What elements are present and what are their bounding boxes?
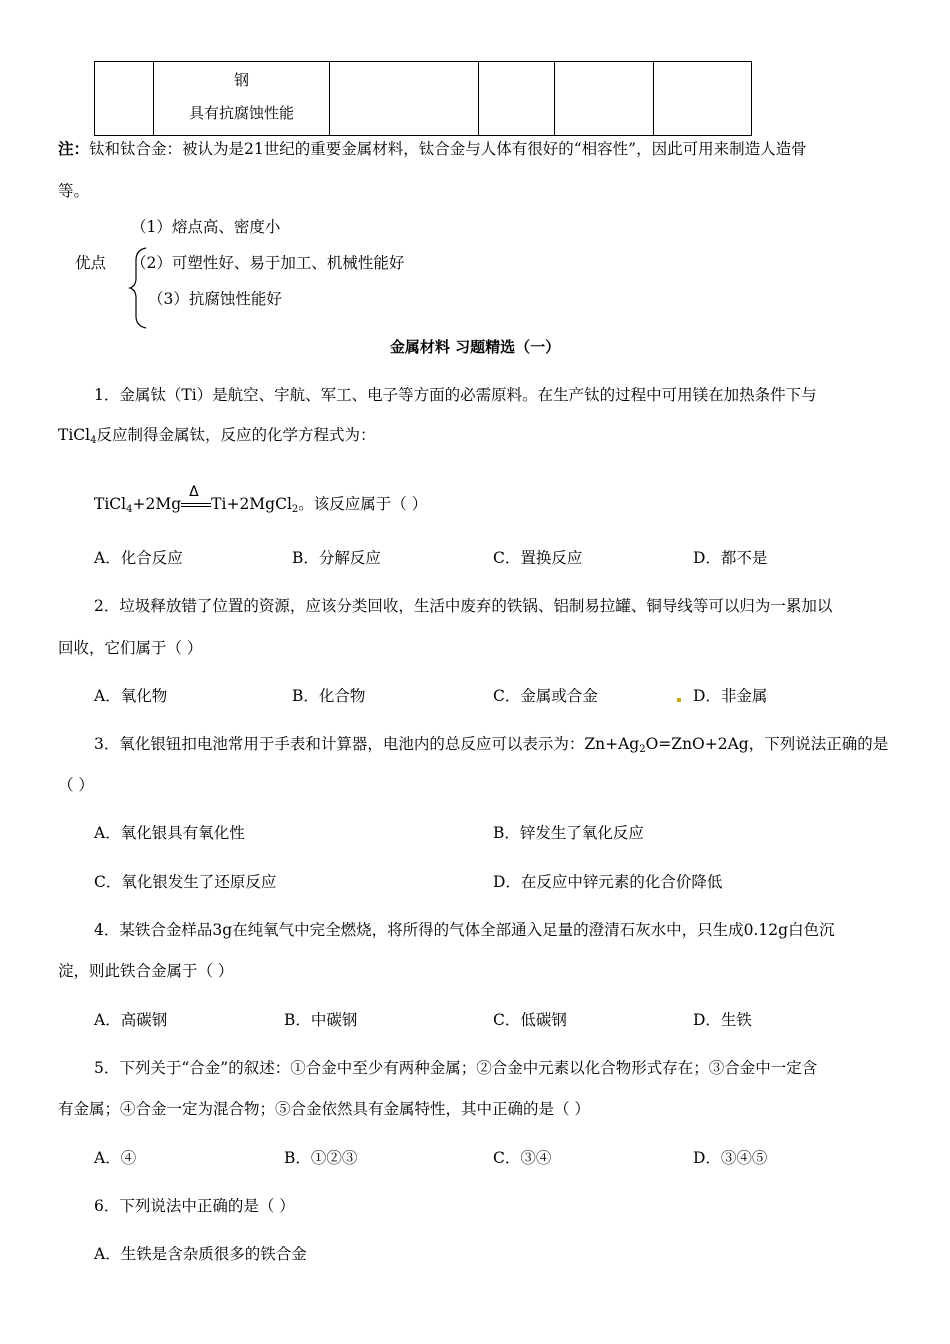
option-d: D．都不是	[693, 549, 768, 567]
properties-table	[94, 61, 752, 136]
option-d: D．③④⑤	[693, 1149, 768, 1167]
question-5-line-2: 有金属；④合金一定为混合物；⑤合金依然具有金属特性，其中正确的是（ ）	[58, 1100, 590, 1118]
question-2-line-2: 回收，它们属于（ ）	[58, 639, 203, 657]
table-cell	[654, 62, 752, 136]
option-a: A．氧化银具有氧化性	[94, 824, 245, 842]
option-c: C．氧化银发生了还原反应	[94, 873, 277, 891]
advantage-item: （3）抗腐蚀性能好	[148, 290, 282, 308]
advantage-item: （1）熔点高、密度小	[131, 218, 281, 236]
option-a: A．化合反应	[94, 549, 183, 567]
option-c: C．③④	[493, 1149, 552, 1167]
question-3-line-1: 3．氧化银钮扣电池常用于手表和计算器，电池内的总反应可以表示为：$Zn+Ag_2O=ZnO+2Ag$，下列说法正确的是	[94, 735, 889, 755]
table-cell	[555, 62, 654, 136]
option-a: A．氧化物	[94, 687, 168, 705]
option-b: B．化合物	[292, 687, 366, 705]
question-4-line-1: 4．某铁合金样品3g在纯氧气中完全燃烧，将所得的气体全部通入足量的澄清石灰水中，只生成0.12g白色沉	[94, 921, 835, 939]
question-3-line-2: （ ）	[58, 776, 94, 794]
question-1-line-2: TiCl$_4$反应制得金属钛，反应的化学方程式为：	[58, 426, 376, 446]
option-c: C．低碳钢	[493, 1011, 567, 1029]
option-d: D．非金属	[693, 687, 768, 705]
note-line-1	[58, 142, 807, 158]
option-d: D．在反应中锌元素的化合价降低	[493, 873, 723, 891]
stray-mark	[677, 698, 681, 702]
note-text: 钛和钛合金：被认为是21世纪的重要金属材料，钛合金与人体有很好的“相容性”，因此可用来制造人造骨	[89, 140, 807, 158]
note-label: 注：	[58, 140, 90, 158]
table-cell	[95, 62, 154, 136]
table-cell-text: 具有抗腐蚀性能	[188, 104, 294, 122]
option-a: A．④	[94, 1149, 137, 1167]
option-a: A．高碳钢	[94, 1011, 168, 1029]
table-cell	[330, 62, 479, 136]
question-1-equation: TiCl$_4$+2Mg Δ Ti+2MgCl$_2$。该反应属于（ ）	[94, 484, 428, 515]
brace-icon	[128, 246, 150, 330]
option-a: A．生铁是含杂质很多的铁合金	[94, 1245, 307, 1263]
question-1-line-1: 1．金属钛（Ti）是航空、宇航、军工、电子等方面的必需原料。在生产钛的过程中可用镁在加热条件下与	[94, 386, 817, 404]
advantage-item: （2）可塑性好、易于加工、机械性能好	[131, 254, 405, 272]
question-6-line-1: 6．下列说法中正确的是（ ）	[94, 1197, 295, 1215]
option-b: B．分解反应	[292, 549, 381, 567]
advantages-label: 优点	[75, 254, 107, 272]
option-c: C．金属或合金	[493, 687, 598, 705]
table-cell	[154, 62, 330, 136]
heat-triangle-icon: Δ	[189, 484, 199, 500]
reaction-condition	[181, 484, 211, 512]
option-b: B．中碳钢	[284, 1011, 358, 1029]
question-2-line-1: 2．垃圾释放错了位置的资源，应该分类回收，生活中废弃的铁锅、铝制易拉罐、铜导线等可以归为一累加以	[94, 597, 833, 615]
option-b: B．①②③	[284, 1149, 358, 1167]
table-cell-text: 钢	[233, 71, 249, 89]
question-4-line-2: 淀，则此铁合金属于（ ）	[58, 962, 234, 980]
option-b: B．锌发生了氧化反应	[493, 824, 644, 842]
section-title: 金属材料 习题精选（一）	[389, 338, 561, 356]
option-c: C．置换反应	[493, 549, 583, 567]
option-d: D．生铁	[693, 1011, 752, 1029]
table-cell	[479, 62, 555, 136]
note-line-2: 等。	[58, 182, 90, 200]
question-5-line-1: 5．下列关于“合金”的叙述：①合金中至少有两种金属；②合金中元素以化合物形式存在；③合金中一定含	[94, 1059, 818, 1077]
